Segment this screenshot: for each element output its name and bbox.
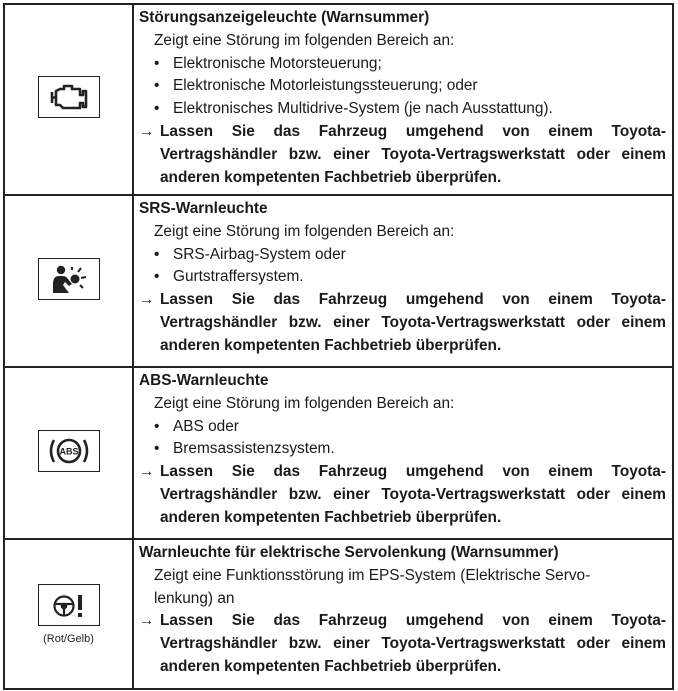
bullet-symbol: • <box>154 245 160 263</box>
action-instruction <box>139 289 666 357</box>
list-item <box>139 75 666 98</box>
list-item-text: ABS oder <box>173 417 239 435</box>
bullet-symbol: • <box>154 440 160 458</box>
icon-cell <box>4 195 133 367</box>
arrow-icon: → <box>139 612 155 630</box>
bullet-symbol: • <box>154 77 160 95</box>
abs-icon-label: ABS <box>58 446 79 456</box>
description-cell <box>133 195 673 367</box>
row-title: Störungsanzeigeleuchte (Warnsummer) <box>139 9 430 26</box>
list-item-text: Elektronisches Multidrive-System (je nach Ausstattung). <box>173 100 553 118</box>
table-row <box>4 539 673 689</box>
icon-cell <box>4 367 133 539</box>
row-intro: Zeigt eine Störung im folgenden Bereich an: <box>154 222 455 240</box>
list-item-text: Elektronische Motorsteuerung; <box>173 54 382 72</box>
arrow-icon: → <box>139 122 155 140</box>
warning-lights-table <box>3 3 674 690</box>
table-row <box>4 367 673 539</box>
icon-cell <box>4 539 133 689</box>
icon-color-note: (Rot/Gelb) <box>43 632 94 645</box>
list-item <box>139 98 666 121</box>
abs-icon <box>38 430 100 472</box>
bullet-symbol: • <box>154 417 160 435</box>
srs-airbag-icon <box>38 258 100 300</box>
check-engine-icon <box>38 76 100 118</box>
list-item-text: SRS-Airbag-System oder <box>173 245 346 263</box>
arrow-icon: → <box>139 463 155 481</box>
action-text: Lassen Sie das Fahrzeug umgehend von einem Toyota-Vertragshändler bzw. einer Toyota-Vertragswerkstatt oder einem anderen kompetenten Fachbetrieb überprüfen. <box>160 291 666 354</box>
action-text: Lassen Sie das Fahrzeug umgehend von einem Toyota-Vertragshändler bzw. einer Toyota-Vertragswerkstatt oder einem anderen kompetenten Fachbetrieb überprüfen. <box>160 122 666 186</box>
table-row <box>4 4 673 195</box>
row-title: SRS-Warnleuchte <box>139 200 268 217</box>
row-title: ABS-Warnleuchte <box>139 372 269 389</box>
power-steering-warning-icon <box>38 584 100 626</box>
list-item-text: Elektronische Motorleistungssteuerung; oder <box>173 77 478 95</box>
action-instruction <box>139 461 666 529</box>
list-item-text: Gurtstraffersystem. <box>173 268 304 286</box>
description-cell <box>133 4 673 195</box>
row-intro-continued: lenkung) an <box>154 589 235 607</box>
row-intro: Zeigt eine Funktionsstörung im EPS-System (Elektrische Servo- <box>154 566 591 584</box>
bullet-symbol: • <box>154 54 160 72</box>
action-text: Lassen Sie das Fahrzeug umgehend von einem Toyota-Vertragshändler bzw. einer Toyota-Vertragswerkstatt oder einem anderen kompetenten Fachbetrieb überprüfen. <box>160 463 666 526</box>
list-item-text: Bremsassistenzsystem. <box>173 440 335 458</box>
description-cell <box>133 367 673 539</box>
action-instruction <box>139 121 666 189</box>
action-text: Lassen Sie das Fahrzeug umgehend von einem Toyota-Vertragshändler bzw. einer Toyota-Vertragswerkstatt oder einem anderen kompetenten Fachbetrieb überprüfen. <box>160 612 666 675</box>
table-row <box>4 195 673 367</box>
list-item <box>139 416 666 439</box>
description-cell <box>133 539 673 689</box>
action-instruction <box>139 610 666 678</box>
bullet-symbol: • <box>154 100 160 118</box>
row-intro: Zeigt eine Störung im folgenden Bereich an: <box>154 31 455 49</box>
row-title: Warnleuchte für elektrische Servolenkung (Warnsummer) <box>139 544 559 561</box>
icon-cell <box>4 4 133 195</box>
list-item <box>139 53 666 76</box>
list-item <box>139 244 666 267</box>
bullet-symbol: • <box>154 268 160 286</box>
arrow-icon: → <box>139 291 155 309</box>
row-intro: Zeigt eine Störung im folgenden Bereich an: <box>154 394 455 412</box>
list-item <box>139 266 666 289</box>
list-item <box>139 438 666 461</box>
